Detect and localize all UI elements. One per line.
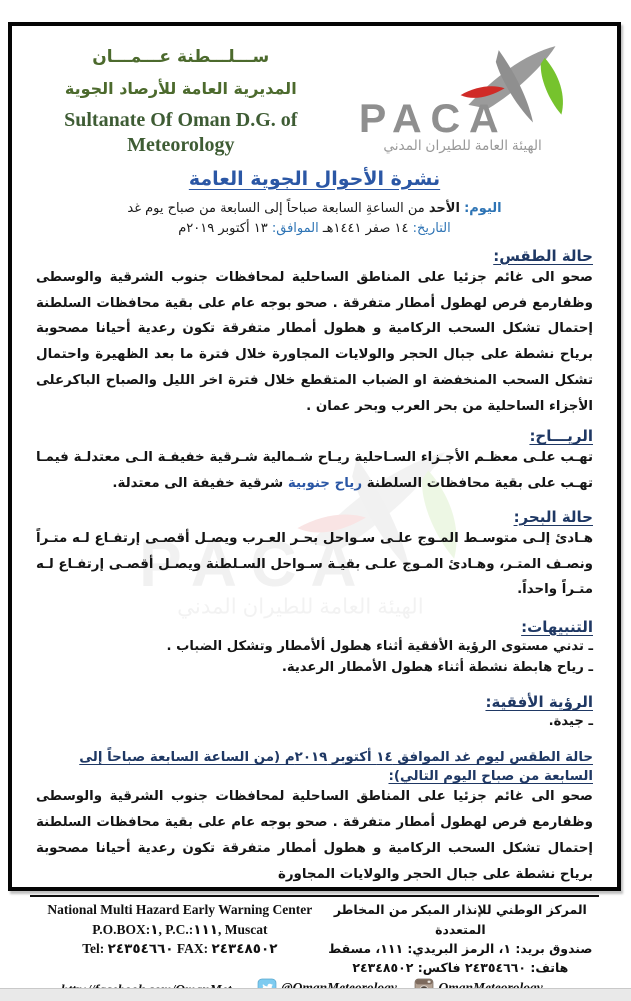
day-value: الأحد xyxy=(428,200,460,216)
gregorian-date: ١٣ أكتوبر ٢٠١٩م xyxy=(178,220,268,236)
pobox-line-en: P.O.BOX:١, P.C.:١١١, Muscat xyxy=(92,921,268,937)
weather-section-heading: حالة الطقس: xyxy=(493,246,593,265)
day-label: اليوم: xyxy=(464,200,502,216)
visibility-item: ـ جيدة. xyxy=(548,714,593,730)
warning-item: ـ رياح هابطة نشطة أثناء هطول الأمطار الرعدية. xyxy=(281,660,593,676)
tomorrow-section-body: صحو الى غائم جزئيا على المناطق الساحلية لمحافظات جنوب الشرقية والوسطى وظفارمع فرص لهطول أمطار متفرقة . صحو بوجه عام على بقية محافظات السلطنة إحتمال تشكل السحب الركامية و هطول أمطار متفرقة تكون رعدية أحيانا مصحوبة برياح نشطة على جبال الحجر والولايات المجاورة xyxy=(36,789,593,882)
sections xyxy=(30,246,599,887)
date-line xyxy=(30,219,599,239)
sea-section-body: هـادئ إلـى متوسـط المـوج علـى سـواحل بحـر العـرب ويصـل أقصـى إرتفـاع لـه متـراً ونصـف المتـر، وهـادئ المـوج علـى بقيـة سـواحل السـلطنة ويصـل أقصـى إرتفـاع لـه متـراً واحداً. xyxy=(36,530,593,598)
winds-section-body: تهـب علـى معظـم الأجـزاء السـاحلية ريـاح شـمالية شـرقية خفيفـة الـى معتدلـة فيمـا تهـب على بقية محافظات السلطنة رياح جنوبية شرقية خفيفة الى معتدلة. xyxy=(36,450,593,492)
day-rest: من الساعةِ السابعة صباحاً إلى السابعة من صباح يوم غد xyxy=(127,200,425,216)
tomorrow-section-heading: حالة الطقس ليوم غد الموافق ١٤ أكتوبر ٢٠١٩م (من الساعة السابعة صباحاً إلى السابعة من صباح اليوم التالي): xyxy=(79,750,593,785)
bulletin-title: نشرة الأحوال الجوية العامة xyxy=(188,167,441,190)
org-name-arabic: ســـلـــطنة عـــمـــان xyxy=(92,47,270,67)
warning-center-name-en: National Multi Hazard Early Warning Center xyxy=(47,902,313,918)
winds-highlight: رياح جنوبية xyxy=(287,476,363,492)
warnings-list xyxy=(36,636,593,678)
bulletin-page xyxy=(8,22,621,976)
tel-fax-line-en: Tel: ٢٤٣٥٤٦٦٠ FAX: ٢٤٣٤٨٥٠٢ xyxy=(82,940,278,956)
hijri-date: ١٤ صفر ١٤٤١هـ xyxy=(322,220,409,236)
warning-center-name-ar: المركز الوطني للإنذار المبكر من المخاطر المتعددة xyxy=(333,902,587,937)
corresponding-label: الموافق: xyxy=(271,220,319,236)
footer-arabic-block xyxy=(326,900,595,978)
visibility-list xyxy=(36,711,593,732)
pobox-line-ar: صندوق بريد: ١، الرمز البريدي: ١١١، مسقط xyxy=(328,941,593,957)
tel-fax-line-ar: هاتف: ٢٤٣٥٤٦٦٠ فاكس: ٢٤٣٤٨٥٠٢ xyxy=(352,960,569,976)
day-line xyxy=(30,199,599,219)
org-name-english: Sultanate Of Oman D.G. of Meteorology xyxy=(64,108,298,156)
date-label: التاريخ: xyxy=(412,220,451,236)
warning-item: ـ تدني مستوى الرؤية الأفقية أثناء هطول ألأمطار وتشكل الضباب . xyxy=(166,639,593,655)
paca-logo xyxy=(332,40,599,158)
document-footer xyxy=(30,895,599,998)
viewer-bottom-bar xyxy=(0,988,631,1001)
org-title-block xyxy=(30,40,332,158)
org-directorate-arabic: المديرية العامة للأرصاد الجوية xyxy=(64,78,297,98)
footer-english-block xyxy=(34,900,326,978)
warnings-section-heading: التنبيهات: xyxy=(521,618,593,637)
visibility-section-heading: الرؤية الأفقية: xyxy=(485,693,593,712)
weather-section-body: صحو الى غائم جزئيا على المناطق الساحلية لمحافظات جنوب الشرقية والوسطى وظفارمع فرص لهطول أمطار متفرقة . صحو بوجه عام على بقية محافظات السلطنة إحتمال تشكل السحب الركامية و هطول أمطار متفرقة تكون رعدية أحيانا مصحوبة برياح نشطة على جبال الحجر والولايات المجاورة خلال فترة ما بعد الظهيرة واحتمال تشكل السحب المنخفضة او الضباب المتقطع خلال فترة اخر الليل والصباح الباكرعلى الأجزاء الساحلية من بحر العرب وبحر عمان . xyxy=(36,269,593,414)
sea-section-heading: حالة البحر: xyxy=(513,507,593,526)
date-block xyxy=(30,199,599,239)
winds-section-heading: الريـــاح: xyxy=(529,427,593,446)
bulletin-title-row xyxy=(30,168,599,190)
document-header xyxy=(30,40,599,158)
